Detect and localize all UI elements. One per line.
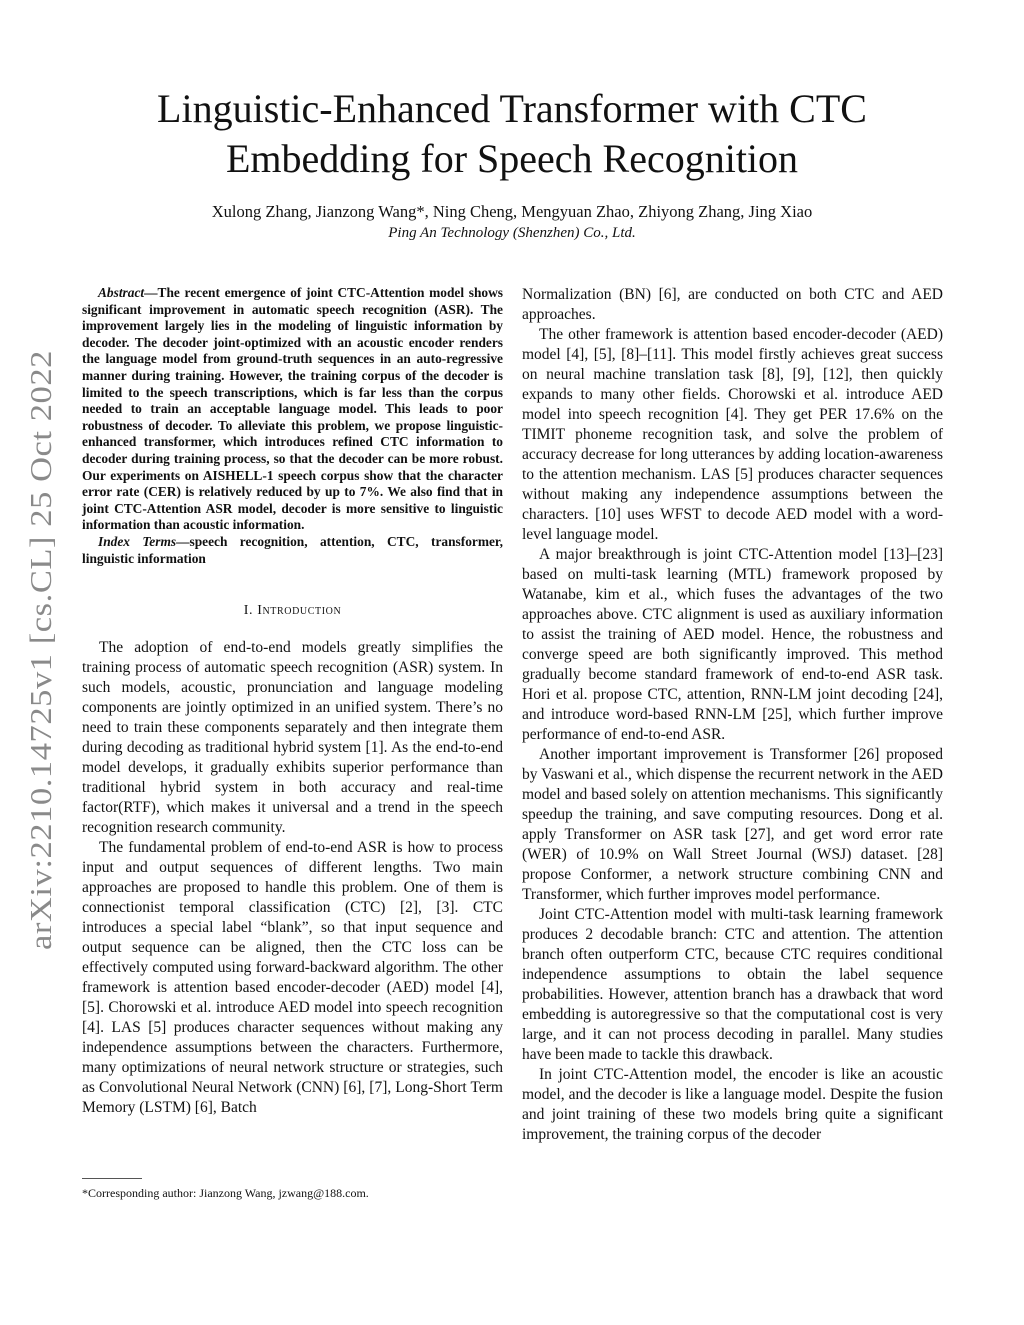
title-line-1: Linguistic-Enhanced Transformer with CTC — [157, 86, 867, 131]
paper-title — [120, 84, 904, 184]
corresponding-author-footnote: *Corresponding author: Jianzong Wang, jzwang@188.com. — [82, 1186, 369, 1200]
body-paragraph-mtl: Joint CTC-Attention model with multi-task learning framework produces 2 decodable branch: CTC and attention. The attention branch often outperform CTC, because CTC requires conditional independence assumptions to obtain the label sequence probabilities. However, attention branch has a drawback that word embedding is autoregressive so that the computational cost is very large, and it can not process decoding in parallel. Many studies have been made to tackle this drawback. — [522, 906, 943, 1063]
index-terms-text: —speech recognition, attention, CTC, transformer, linguistic information — [82, 533, 503, 566]
section-title: Introduction — [257, 603, 342, 619]
section-heading-introduction — [82, 603, 503, 619]
right-column — [522, 285, 943, 1145]
author-list: Xulong Zhang, Jianzong Wang*, Ning Cheng, Mengyuan Zhao, Zhiyong Zhang, Jing Xiao — [211, 202, 813, 221]
left-column — [82, 285, 503, 1118]
arxiv-stamp-text: arXiv:2210.14725v1 [cs.CL] 25 Oct 2022 — [23, 410, 58, 950]
index-terms-label: Index Terms — [98, 533, 177, 549]
abstract-text: —The recent emergence of joint CTC-Attention model shows significant improvement in automatic speech recognition (ASR). The improvement largely lies in the modeling of linguistic information by decoder. The decoder joint-optimized with an acoustic encoder renders the language model from ground-truth sequences in an auto-regressive manner during training. However, the training corpus of the decoder is limited to the speech transcriptions, which is far less than the corpus needed to train an acceptable language model. This leads to poor robustness of decoder. To alleviate this problem, we propose linguistic-enhanced transformer, which introduces refined CTC information to decoder during training process, so that the decoder can be more robust. Our experiments on AISHELL-1 speech corpus show that the character error rate (CER) is relatively reduced by up to 7%. We also find that in joint CTC-Attention ASR model, decoder is more sensitive to linguistic information than acoustic information. — [82, 285, 503, 533]
abstract — [82, 285, 503, 534]
body-paragraph-aed: The other framework is attention based encoder-decoder (AED) model [4], [5], [8]–[11]. This model firstly achieves great success on neural machine translation task [8], [9], [12], then quickly expands to many other fields. Chorowski et al. introduce AED model into speech recognition [4]. They get PER 17.6% on the TIMIT phoneme recognition task, and solve the problem of accuracy decrease for long utterances by adding location-awareness to the attention mechanism. LAS [5] produces character sequences without making any independence assumptions between the characters. [10] uses WFST to decode AED model with a word-level language model. — [522, 326, 943, 543]
body-paragraph-decoder: In joint CTC-Attention model, the encoder is like an acoustic model, and the decoder is like a language model. Despite the fusion and joint training of these two models bring quite a significant improvement, the training corpus of the decoder — [522, 1066, 943, 1143]
footnote-divider — [82, 1178, 142, 1179]
intro-paragraph-1: The adoption of end-to-end models greatly simplifies the training process of automatic speech recognition (ASR) system. In such models, acoustic, pronunciation and language modeling components are jointly optimized in an unified system. There’s no need to train these components separately and then integrate them during decoding as traditional hybrid system [1]. As the end-to-end model develops, it gradually exhibits superior performance than traditional hybrid system in both accuracy and real-time factor(RTF), which makes it universal and a trend in the speech recognition research community. — [82, 639, 503, 837]
title-line-2: Embedding for Speech Recognition — [225, 136, 799, 181]
intro-paragraph-2: The fundamental problem of end-to-end ASR is how to process input and output sequences of different lengths. Two main approaches are proposed to handle this problem. One of them is connectionist temporal classification (CTC) [2], [3]. CTC introduces a special label “blank”, so that input sequence and output sequence can be aligned, then the CTC loss can be effectively computed using forward-backward algorithm. The other framework is attention based encoder-decoder (AED) model [4], [5]. Chorowski et al. introduce AED model into speech recognition [4]. LAS [5] produces character sequences without making any independence assumptions between the characters. Furthermore, many optimizations of neural network structure or strategies, such as Convolutional Neural Network (CNN) [6], [7], Long-Short Term Memory (LSTM) [6], Batch — [82, 839, 503, 1117]
affiliation: Ping An Technology (Shenzhen) Co., Ltd. — [388, 225, 636, 241]
body-paragraph-joint-ctc: A major breakthrough is joint CTC-Attention model [13]–[23] based on multi-task learning (MTL) framework proposed by Watanabe, kim et al., which fuses the advantages of the two approaches above. CTC alignment is used as auxiliary information to assist the training of AED model. Hence, the robustness and converge speed are both significantly improved. This method gradually become standard framework of end-to-end ASR task. Hori et al. propose CTC, attention, RNN-LM joint decoding [24], and introduce word-based RNN-LM [25], which further improve performance of end-to-end ASR. — [522, 546, 943, 743]
body-paragraph-continued: Normalization (BN) [6], are conducted on both CTC and AED approaches. — [522, 286, 943, 323]
section-number: I. — [243, 603, 254, 619]
arxiv-identifier-stamp — [23, 340, 58, 960]
body-paragraph-transformer: Another important improvement is Transformer [26] proposed by Vaswani et al., which dispense the recurrent network in the AED model and based solely on attention mechanisms. This significantly speedup the training, and save computing resources. Dong et al. apply Transformer on ASR task [27], and get word error rate (WER) of 10.9% on Wall Street Journal (WSJ) dataset. [28] propose Conformer, a network structure combining CNN and Transformer, which further improves model performance. — [522, 746, 943, 903]
abstract-label: Abstract — [98, 285, 145, 300]
index-terms — [82, 534, 503, 567]
